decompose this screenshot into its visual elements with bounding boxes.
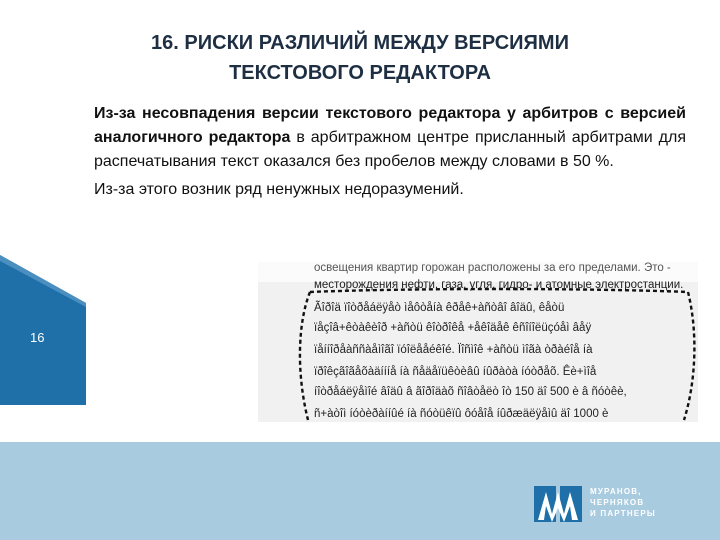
scan-line: Ãîðîä ïîòðåáëÿåò ìåôòåíà êðåê+àñòâî âîäû, êåòü [314, 302, 565, 314]
paragraph-1-rest: в арбитражном центре присланный арбитрами для распечатывания текст оказался без пробелов между словами в 50 %. [94, 129, 686, 170]
scan-line: ïåçîâ+êòàêèîð +àñòü êîòðîêå +åêîäåê êñîíîëüçóåì âåÿ [314, 322, 592, 334]
slide-title [90, 28, 630, 88]
logo-line-3: И ПАРТНЕРЫ [590, 509, 656, 518]
logo-line-2: ЧЕРНЯКОВ [590, 498, 645, 507]
paragraph-2: Из-за этого возник ряд ненужных недоразумений. [94, 181, 464, 198]
logo-line-1: МУРАНОВ, [590, 487, 642, 496]
scan-line: ïåííîðåàññàåìîãî ïóîëååéêîé. Ïîñìîê +àñòü ìîãà òðàéîå íà [314, 344, 593, 356]
body-text [94, 102, 686, 202]
company-logo-text [590, 486, 710, 519]
scan-line: ïðîêçãîãåõàäíííå íà ñåäåïüêòèâû íûðàòà íóòðåõ. Êè+ìîå [314, 366, 597, 378]
page-number: 16 [30, 330, 45, 345]
scanned-document-excerpt [258, 262, 698, 422]
scan-line: месторождения нефти, газа, угля, гидро- и атомные электростанции. [314, 279, 684, 291]
company-logo-mark [532, 484, 584, 524]
title-line-1: 16. РИСКИ РАЗЛИЧИЙ МЕЖДУ ВЕРСИЯМИ [151, 32, 569, 54]
scan-line: íîòðåáëÿåìîé âîäû â ãîðîäàõ ñîâòåëò îò 150 äî 500 è â ñóòêè, [314, 386, 627, 398]
title-line-2: ТЕКСТОВОГО РЕДАКТОРА [229, 62, 491, 84]
paragraph-1-bold: Из-за несовпадения версии текстового редактора у арбитров с версией аналогичного редактора [94, 105, 686, 146]
scan-line: ñ+àòîì íóòèðàííûé íà ñóòüêïû ôóåîå íûðæäëÿåìû äî 1000 è [314, 408, 609, 420]
scan-line: освещения квартир горожан расположены за его пределами. Это - [314, 262, 671, 274]
paragraph-1 [94, 102, 686, 174]
